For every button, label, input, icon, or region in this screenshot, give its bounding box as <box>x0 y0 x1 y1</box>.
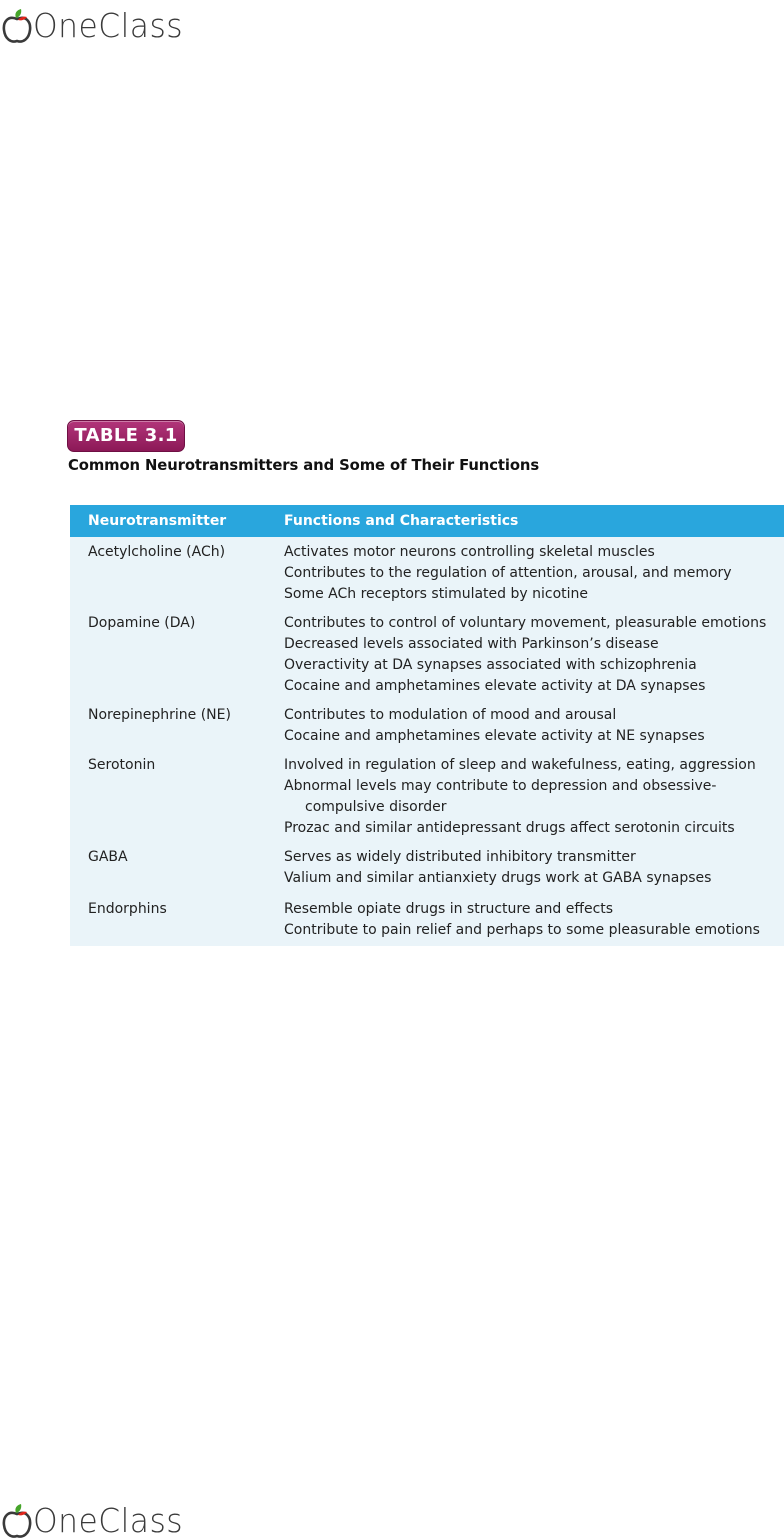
function-line: Contributes to the regulation of attention, arousal, and memory <box>284 565 732 581</box>
logo-text: OneClass <box>33 1501 184 1540</box>
neurotransmitter-name: Endorphins <box>88 901 167 917</box>
neurotransmitter-name: GABA <box>88 849 128 865</box>
neurotransmitter-table <box>70 505 784 946</box>
apple-icon <box>2 8 32 44</box>
functions-list <box>284 847 782 889</box>
function-line: Serves as widely distributed inhibitory transmitter <box>284 849 636 865</box>
functions-list <box>284 755 782 839</box>
function-line: Contributes to control of voluntary movement, pleasurable emotions <box>284 615 767 631</box>
functions-list <box>284 899 782 941</box>
functions-list <box>284 542 782 605</box>
function-line: Contributes to modulation of mood and arousal <box>284 707 617 723</box>
function-line: Resemble opiate drugs in structure and effects <box>284 901 614 917</box>
neurotransmitter-name: Dopamine (DA) <box>88 615 196 631</box>
apple-icon <box>2 1503 32 1539</box>
neurotransmitter-name: Serotonin <box>88 757 156 773</box>
function-line: Involved in regulation of sleep and wakefulness, eating, aggression <box>284 757 756 773</box>
function-line: Prozac and similar antidepressant drugs affect serotonin circuits <box>284 820 735 836</box>
function-line: Activates motor neurons controlling skeletal muscles <box>284 544 655 560</box>
oneclass-logo-footer[interactable] <box>2 1495 191 1539</box>
table-title: Common Neurotransmitters and Some of Their Functions <box>68 457 540 474</box>
functions-list <box>284 705 782 747</box>
function-line: Cocaine and amphetamines elevate activity at DA synapses <box>284 678 706 694</box>
table-header-row <box>70 505 784 537</box>
function-line: Contribute to pain relief and perhaps to some pleasurable emotions <box>284 922 760 938</box>
logo-text: OneClass <box>33 6 184 45</box>
function-line: Abnormal levels may contribute to depression and obsessive- <box>284 778 717 794</box>
function-line: Some ACh receptors stimulated by nicotine <box>284 586 589 602</box>
neurotransmitter-name: Acetylcholine (ACh) <box>88 544 226 560</box>
column-header-functions: Functions and Characteristics <box>284 513 519 529</box>
function-line: Cocaine and amphetamines elevate activity at NE synapses <box>284 728 705 744</box>
oneclass-logo-header[interactable] <box>2 0 191 44</box>
function-line: Overactivity at DA synapses associated with schizophrenia <box>284 657 697 673</box>
neurotransmitter-name: Norepinephrine (NE) <box>88 707 231 723</box>
functions-list <box>284 613 782 697</box>
table-number-badge: TABLE 3.1 <box>67 420 185 452</box>
function-line: compulsive disorder <box>305 799 447 815</box>
column-header-neurotransmitter: Neurotransmitter <box>88 513 227 529</box>
function-line: Decreased levels associated with Parkinson’s disease <box>284 636 659 652</box>
function-line: Valium and similar antianxiety drugs work at GABA synapses <box>284 870 712 886</box>
